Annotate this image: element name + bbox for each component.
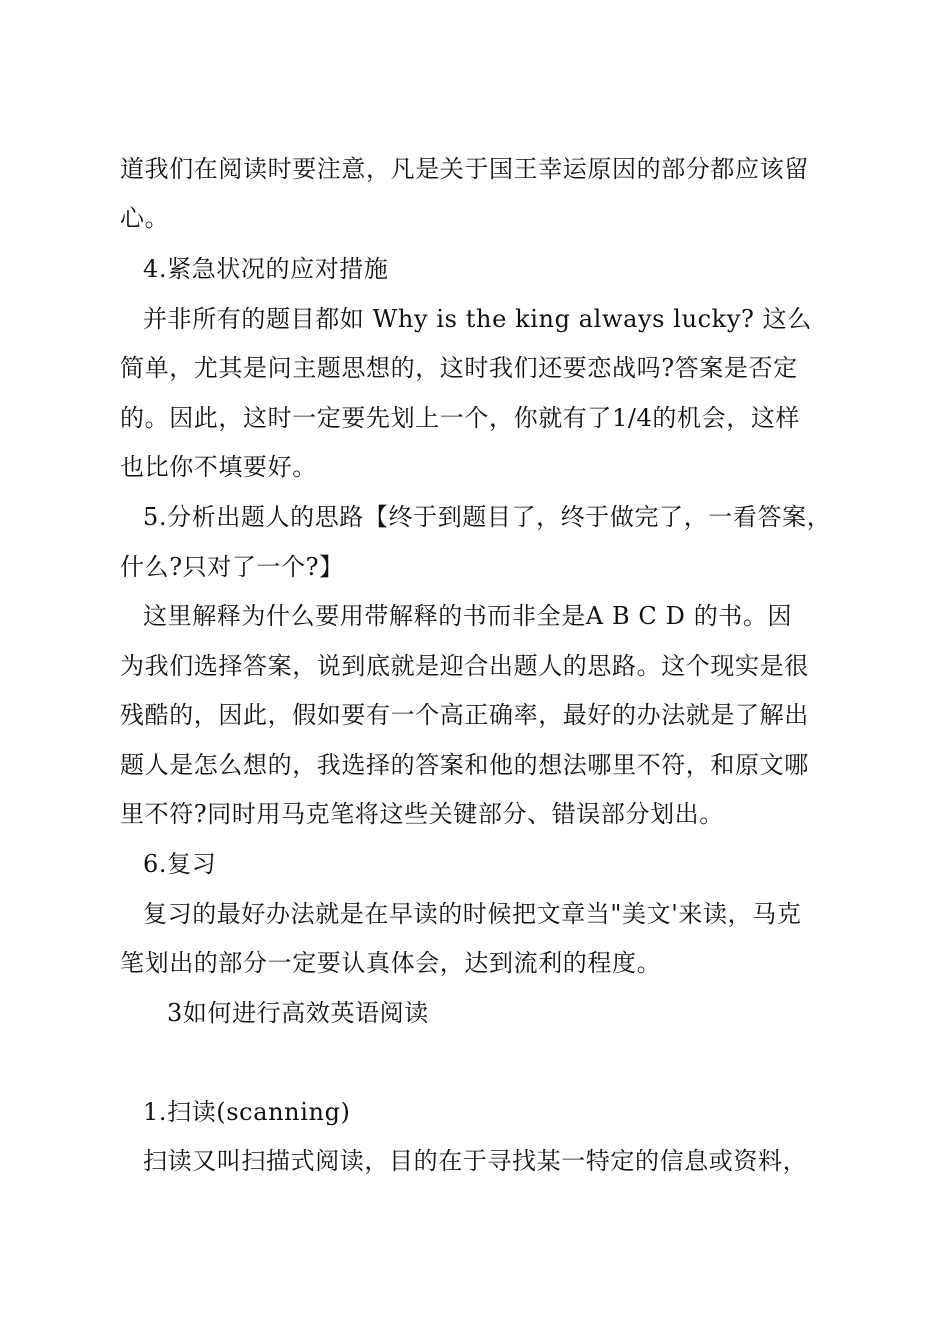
- paragraph-line: 复习的最好办法就是在早读的时候把文章当"美文'来读，马克: [143, 900, 802, 928]
- paragraph-line: 扫读又叫扫描式阅读，目的在于寻找某一特定的信息或资料，: [143, 1147, 808, 1175]
- paragraph-line: 道我们在阅读时要注意，凡是关于国王幸运原因的部分都应该留: [120, 155, 809, 183]
- paragraph-line: 心。: [120, 204, 170, 232]
- paragraph-line: 也比你不填要好。: [120, 453, 317, 481]
- paragraph-line: 这里解释为什么要用带解释的书而非全是A B C D 的书。因: [143, 602, 793, 630]
- section-heading-5: 5.分析出题人的思路【终于到题目了，终于做完了，一看答案，: [143, 503, 832, 531]
- paragraph-line: 的。因此，这时一定要先划上一个，你就有了1/4的机会，这样: [120, 404, 801, 432]
- chapter-heading: 3如何进行高效英语阅读: [167, 999, 429, 1027]
- section-heading-1: 1.扫读(scanning): [143, 1098, 351, 1126]
- paragraph-line: 里不符?同时用马克笔将这些关键部分、错误部分划出。: [120, 800, 724, 828]
- section-heading-6: 6.复习: [143, 850, 217, 878]
- section-heading-4: 4.紧急状况的应对措施: [143, 255, 389, 283]
- paragraph-line: 笔划出的部分一定要认真体会，达到流利的程度。: [120, 949, 662, 977]
- paragraph-line: 残酷的，因此，假如要有一个高正确率，最好的办法就是了解出: [120, 701, 809, 729]
- paragraph-line: 为我们选择答案，说到底就是迎合出题人的思路。这个现实是很: [120, 652, 809, 680]
- paragraph-line: 题人是怎么想的，我选择的答案和他的想法哪里不符，和原文哪: [120, 751, 809, 779]
- paragraph-line: 简单，尤其是问主题思想的，这时我们还要恋战吗?答案是否定: [120, 354, 798, 382]
- paragraph-line: 什么?只对了一个?】: [120, 553, 344, 581]
- paragraph-line: 并非所有的题目都如 Why is the king always lucky? 这么: [143, 305, 812, 333]
